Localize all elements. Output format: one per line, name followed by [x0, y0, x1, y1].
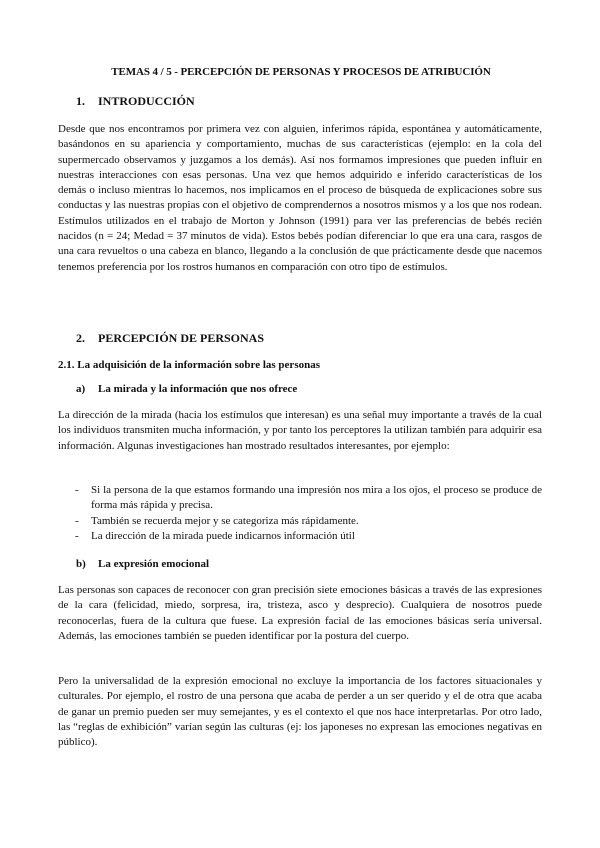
document-title: TEMAS 4 / 5 - PERCEPCIÓN DE PERSONAS Y PROCESOS DE ATRIBUCIÓN	[111, 66, 491, 78]
part-b-title: La expresión emocional	[98, 558, 210, 570]
subsection-2-1-heading: 2.1. La adquisición de la información sobre las personas	[58, 359, 320, 371]
emotion-paragraph-1: Las personas son capaces de reconocer con gran precisión siete emociones básicas a través de las expresiones de la cara (felicidad, miedo, sorpresa, ira, tristeza, asco y desprecio). Cualquiera de nosotros puede reconocerlas, fuera de la cultura que fuese. La expresión facial de las emociones básicas sería universal. Además, las emociones también se pueden identificar por la postura del cuerpo.	[58, 584, 542, 642]
list-item-text: Si la persona de la que estamos formando una impresión nos mira a los ojos, el proceso se produce de forma más rápida y precisa.	[91, 484, 542, 512]
part-b-number: b)	[76, 558, 86, 570]
part-a-title: La mirada y la información que nos ofrece	[98, 383, 298, 395]
emotion-paragraph-2: Pero la universalidad de la expresión emocional no excluye la importancia de los factores situacionales y culturales. Por ejemplo, el rostro de una persona que acaba de perder a un ser querido y el de otra que acaba de ganar un premio pueden ser muy semejantes, y es el contexto el que nos hace interpretarlas. Por otro lado, las “reglas de exhibición” varían según las culturas (ej: los japoneses no expresan las emociones negativas en público).	[58, 675, 542, 749]
introduction-paragraph: Desde que nos encontramos por primera vez con alguien, inferimos rápida, espontánea y automáticamente, basándonos en su apariencia y comportamiento, muchas de sus características (ejemplo: en la cola del supermercado observamos y juzgamos a los demás). Así nos formamos impresiones que pueden influir en nuestras interacciones con esas personas. Una vez que hemos adquirido e inferido características de los demás o incluso mientras lo hacemos, nos implicamos en el proceso de búsqueda de explicaciones sobre sus conductas y las nuestras propias con el objetivo de comprendernos a nosotros mismos y a los que nos rodean. Estímulos utilizados en el trabajo de Morton y Johnson (1991) para ver las preferencias de bebés recién nacidos (n = 24; Medad = 37 minutos de vida). Estos bebés podían diferenciar lo que era una cara, rasgos de una cara revueltos o una cabeza en blanco, llegando a la conclusión de que prácticamente desde que nacemos tenemos preferencia por los rostros humanos en comparación con otro tipo de estímulos.	[58, 123, 542, 273]
section-2-heading	[76, 331, 264, 346]
list-item	[58, 529, 542, 544]
list-item-text: También se recuerda mejor y se categoriza más rápidamente.	[91, 514, 359, 527]
section-2-title: PERCEPCIÓN DE PERSONAS	[98, 331, 265, 345]
section-1-number: 1.	[76, 94, 85, 108]
part-b-heading	[76, 558, 209, 570]
section-1-title: INTRODUCCIÓN	[98, 94, 195, 108]
gaze-bullet-list	[58, 483, 542, 544]
list-item	[58, 514, 542, 529]
part-a-number: a)	[76, 383, 86, 395]
section-1-heading	[76, 94, 195, 109]
list-item	[58, 483, 542, 514]
bullet-dash: -	[75, 484, 79, 496]
part-a-heading	[76, 383, 297, 395]
bullet-dash: -	[75, 514, 79, 527]
bullet-dash: -	[75, 529, 79, 542]
list-item-text: La dirección de la mirada puede indicarnos información útil	[91, 529, 355, 542]
section-2-number: 2.	[76, 331, 85, 345]
gaze-paragraph: La dirección de la mirada (hacia los estímulos que interesan) es una señal muy importante a través de la cual los individuos transmiten mucha información, y por tanto los perceptores la utilizan también para adquirir esa información. Algunas investigaciones han mostrado resultados interesantes, por ejemplo:	[58, 409, 542, 452]
